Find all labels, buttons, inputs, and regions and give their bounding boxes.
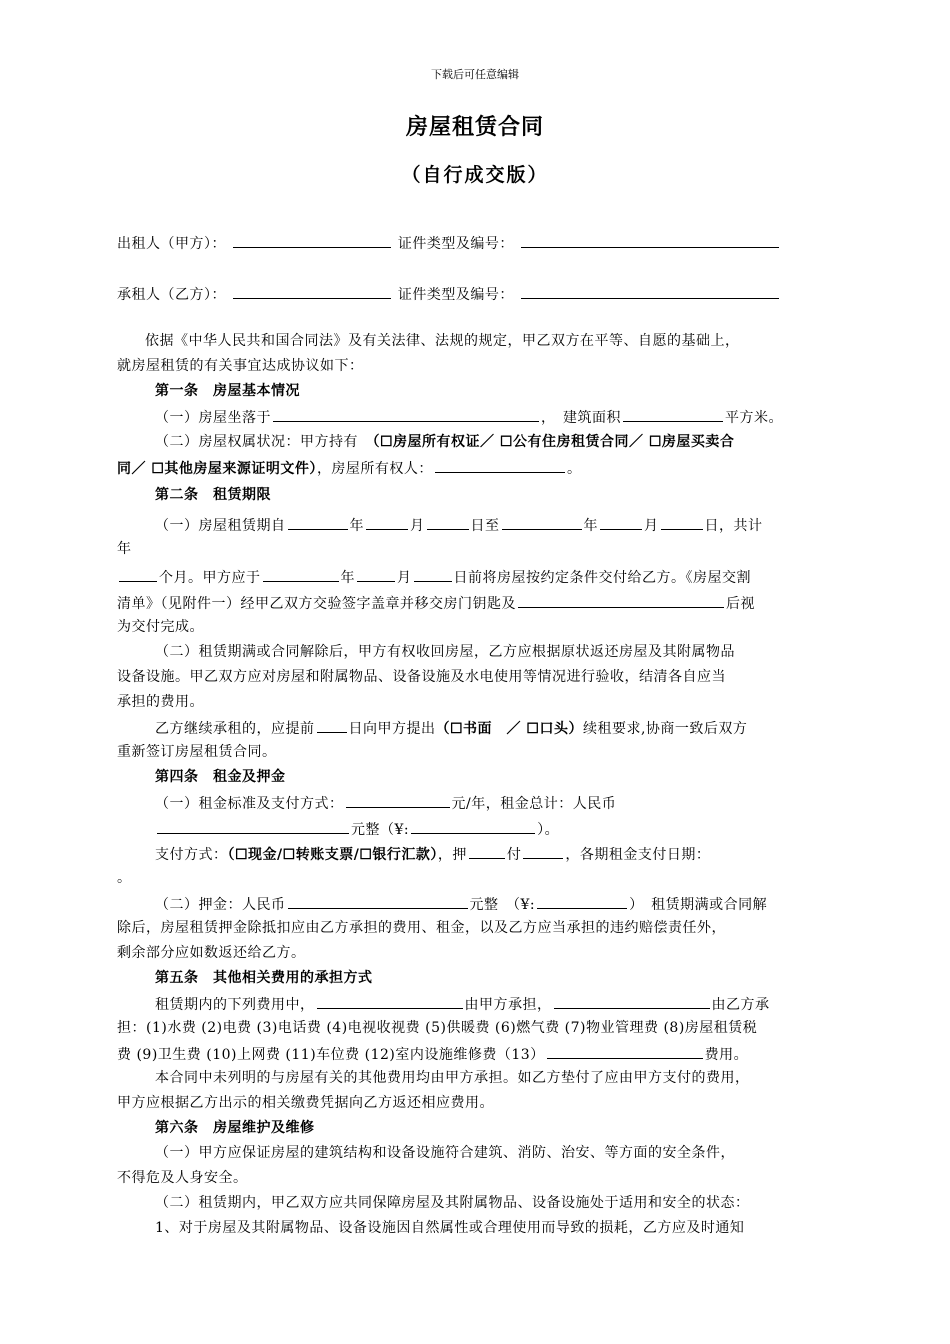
owner-blank[interactable] bbox=[435, 457, 565, 473]
body-line: 1、对于房屋及其附属物品、设备设施因自然属性或合理使用而导致的损耗，乙方应及时通知 bbox=[155, 1220, 745, 1236]
body-line: （二）房屋权属状况：甲方持有 （☐房屋所有权证／ ☐公有住房租赁合同／ ☐房屋买卖合 bbox=[155, 434, 735, 450]
rent-total-words-blank[interactable] bbox=[157, 818, 349, 834]
body-line: 。 bbox=[117, 870, 132, 886]
lessor-name-blank[interactable] bbox=[233, 232, 391, 248]
body-line: 为交付完成。 bbox=[117, 619, 204, 635]
body-line: 不得危及人身安全。 bbox=[117, 1170, 248, 1186]
section-2-heading: 第二条 租赁期限 bbox=[155, 487, 271, 503]
keys-blank[interactable] bbox=[518, 592, 724, 608]
body-line: （一）房屋坐落于 ， 建筑面积 平方米。 bbox=[117, 406, 875, 428]
address-blank[interactable] bbox=[273, 406, 539, 422]
other-fee-blank[interactable] bbox=[547, 1043, 703, 1059]
lessor-row bbox=[117, 232, 781, 253]
end-month-blank[interactable] bbox=[600, 514, 642, 530]
section-1-heading: 第一条 房屋基本情况 bbox=[155, 383, 300, 399]
body-line: （一）租金标准及支付方式： 元/年，租金总计：人民币 bbox=[117, 792, 875, 814]
section-4-heading: 第四条 租金及押金 bbox=[155, 769, 286, 785]
lessee-row bbox=[117, 283, 781, 304]
body-line: 依据《中华人民共和国合同法》及有关法律、法规的规定，甲乙双方在平等、自愿的基础上， bbox=[145, 333, 740, 349]
lessor-id-label: 证件类型及编号： bbox=[397, 236, 514, 252]
body-line: （二）租赁期内，甲乙双方应共同保障房屋及其附属物品、设备设施处于适用和安全的状态： bbox=[155, 1195, 750, 1211]
notice-days-blank[interactable] bbox=[317, 717, 347, 733]
lessor-label: 出租人（甲方）： bbox=[117, 236, 226, 252]
body-line: 除后，房屋租赁押金除抵扣应由乙方承担的费用、租金，以及乙方应当承担的违约赔偿责任外， bbox=[117, 920, 726, 936]
body-line: （一）房屋租赁期自 年 月 日至 年 月 日，共计 bbox=[117, 514, 875, 536]
delivery-month-blank[interactable] bbox=[357, 566, 395, 582]
area-blank[interactable] bbox=[623, 406, 723, 422]
end-year-blank[interactable] bbox=[502, 514, 582, 530]
body-line: 就房屋租赁的有关事宜达成协议如下： bbox=[117, 358, 364, 374]
section-6-heading: 第六条 房屋维护及维修 bbox=[155, 1120, 315, 1136]
document-title: 房屋租赁合同 bbox=[405, 114, 544, 140]
body-line: 剩余部分应如数返还给乙方。 bbox=[117, 945, 306, 961]
body-line: 同／ ☐其他房屋来源证明文件），房屋所有权人： 。 bbox=[117, 457, 837, 479]
section-5-heading: 第五条 其他相关费用的承担方式 bbox=[155, 970, 373, 986]
body-line: 本合同中未列明的与房屋有关的其他费用均由甲方承担。如乙方垫付了应由甲方支付的费用， bbox=[155, 1070, 750, 1086]
body-line: 元整（¥: ）。 bbox=[117, 818, 875, 840]
body-line: （二）押金：人民币 元整 （¥: ） 租赁期满或合同解 bbox=[117, 893, 875, 915]
lessee-fees-blank[interactable] bbox=[554, 993, 710, 1009]
body-line: （二）租赁期满或合同解除后，甲方有权收回房屋，乙方应根据原状返还房屋及其附属物品 bbox=[155, 644, 735, 660]
rent-total-number-blank[interactable] bbox=[411, 818, 535, 834]
body-line: 租赁期内的下列费用中， 由甲方承担， 由乙方承 bbox=[117, 993, 875, 1015]
body-line: （一）甲方应保证房屋的建筑结构和设备设施符合建筑、消防、治安、等方面的安全条件， bbox=[155, 1145, 735, 1161]
start-month-blank[interactable] bbox=[366, 514, 408, 530]
deposit-number-blank[interactable] bbox=[537, 893, 627, 909]
lessor-fees-blank[interactable] bbox=[317, 993, 463, 1009]
body-line: 清单》（见附件一）经甲乙双方交验签字盖章并移交房门钥匙及 后视 bbox=[117, 592, 837, 614]
lessee-id-blank[interactable] bbox=[521, 283, 779, 299]
body-line: 甲方应根据乙方出示的相关缴费凭据向乙方返还相应费用。 bbox=[117, 1095, 494, 1111]
delivery-year-blank[interactable] bbox=[263, 566, 339, 582]
body-line: 担：(1)水费 (2)电费 (3)电话费 (4)电视收视费 (5)供暖费 (6)燃气费 (7)物业管理费 (8)房屋租赁税 bbox=[117, 1020, 758, 1036]
body-line: 年 bbox=[117, 541, 132, 557]
start-day-blank[interactable] bbox=[427, 514, 469, 530]
delivery-day-blank[interactable] bbox=[414, 566, 452, 582]
body-line: 乙方继续承租的，应提前 日向甲方提出（☐书面 ／ ☐口头）续租要求,协商一致后双方 bbox=[117, 717, 875, 739]
lessee-label: 承租人（乙方）： bbox=[117, 287, 226, 303]
body-line: 费 (9)卫生费 (10)上网费 (11)车位费 (12)室内设施维修费（13） 费用。 bbox=[117, 1043, 837, 1065]
header-note: 下载后可任意编辑 bbox=[431, 68, 519, 81]
rent-per-year-blank[interactable] bbox=[346, 792, 450, 808]
lessee-name-blank[interactable] bbox=[233, 283, 391, 299]
body-line: 设备设施。甲乙双方应对房屋和附属物品、设备设施及水电使用等情况进行验收，结清各自应当 bbox=[117, 669, 726, 685]
lessee-id-label: 证件类型及编号： bbox=[397, 287, 514, 303]
deposit-months-blank[interactable] bbox=[469, 843, 505, 859]
months-blank[interactable] bbox=[119, 566, 157, 582]
body-line: 支付方式：（☐现金/☐转账支票/☐银行汇款），押 付 ，各期租金支付日期： bbox=[117, 843, 875, 865]
document-subtitle: （自行成交版） bbox=[401, 164, 549, 186]
end-day-blank[interactable] bbox=[661, 514, 703, 530]
pay-months-blank[interactable] bbox=[523, 843, 563, 859]
body-line: 个月。甲方应于 年 月 日前将房屋按约定条件交付给乙方。《房屋交割 bbox=[117, 566, 837, 588]
deposit-words-blank[interactable] bbox=[288, 893, 468, 909]
lessor-id-blank[interactable] bbox=[521, 232, 779, 248]
body-line: 重新签订房屋租赁合同。 bbox=[117, 744, 277, 760]
start-year-blank[interactable] bbox=[288, 514, 348, 530]
body-line: 承担的费用。 bbox=[117, 694, 204, 710]
